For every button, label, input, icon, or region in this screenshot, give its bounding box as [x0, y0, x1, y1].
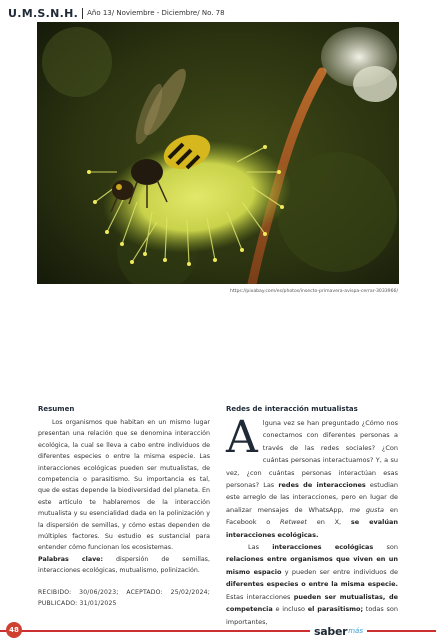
- submission-dates: RECIBIDO: 30/06/2023; ACEPTADO: 25/02/2024; PUBLICADO: 31/01/2025: [38, 588, 210, 607]
- brand-label: U.M.S.N.H.: [8, 6, 79, 20]
- sabermas-logo: [310, 624, 367, 638]
- issue-label: Año 13/ Noviembre - Diciembre/ No. 78: [87, 9, 225, 17]
- article-section-title: Redes de interacción mutualistas: [226, 405, 358, 413]
- page-number: 48: [6, 622, 22, 638]
- photo-credit: https://pixabay.com/es/photos/insecto-primavera-avispa-cerrar-3033966/: [229, 289, 398, 294]
- keywords-text: dispersión de semillas, interacciones ecológicas, mutualismo, polinización.: [38, 555, 210, 575]
- article-photo: [37, 22, 399, 284]
- keywords-label: Palabras clave:: [38, 555, 103, 563]
- header-divider: [82, 8, 83, 19]
- running-header: [8, 5, 225, 21]
- drop-cap: A: [226, 412, 258, 463]
- abstract-column: [38, 405, 210, 609]
- footer-rule: [0, 630, 436, 632]
- abstract-text: Los organismos que habitan en un mismo lugar presentan una relación que se denomina interacción ecológica, la cual se lleva a cabo entre individuos de diferentes especies o entre la misma especie. Las interacciones ecológicas pueden ser mutualistas, de competencia o parasitismo. Su importancia es tal, que de estas depende la biodiversidad del planeta. En este artículo te hablaremos de la interacción mutualista y su esencialidad dada en la polinización y la dispersión de semillas, y cómo estas dependen de múltiples factores. Su estudio es sustancial para entender cómo funcionan los ecosistemas.: [38, 419, 210, 552]
- article-column: [226, 405, 398, 628]
- keywords: [38, 554, 210, 577]
- article-paragraph-2: Las interacciones ecológicas son relaciones entre organismos que viven en un mismo espacio y pueden ser entre individuos de diferentes especies o entre la misma especie. Estas interacciones pueden ser mutualistas, de competencia e incluso el parasitismo; todas son importantes,: [226, 543, 399, 626]
- article-paragraph-1: Alguna vez se han preguntado ¿Cómo nos conectamos con diferentes personas a través de las redes sociales? ¿Con cuántas personas interactuamos? Y, a su vez, ¿con cuántas personas interactúan esas personas? Las redes de interacciones estudian este arreglo de las interacciones, pero en lugar de analizar mensajes de WhatsApp, me gusta en Facebook o Retweet en X, se evalúan interacciones ecológicas.: [226, 412, 399, 539]
- abstract-title: Resumen: [38, 405, 75, 413]
- page-footer: [0, 622, 436, 640]
- logo-text: saber: [314, 624, 348, 638]
- logo-sup: más: [348, 627, 363, 635]
